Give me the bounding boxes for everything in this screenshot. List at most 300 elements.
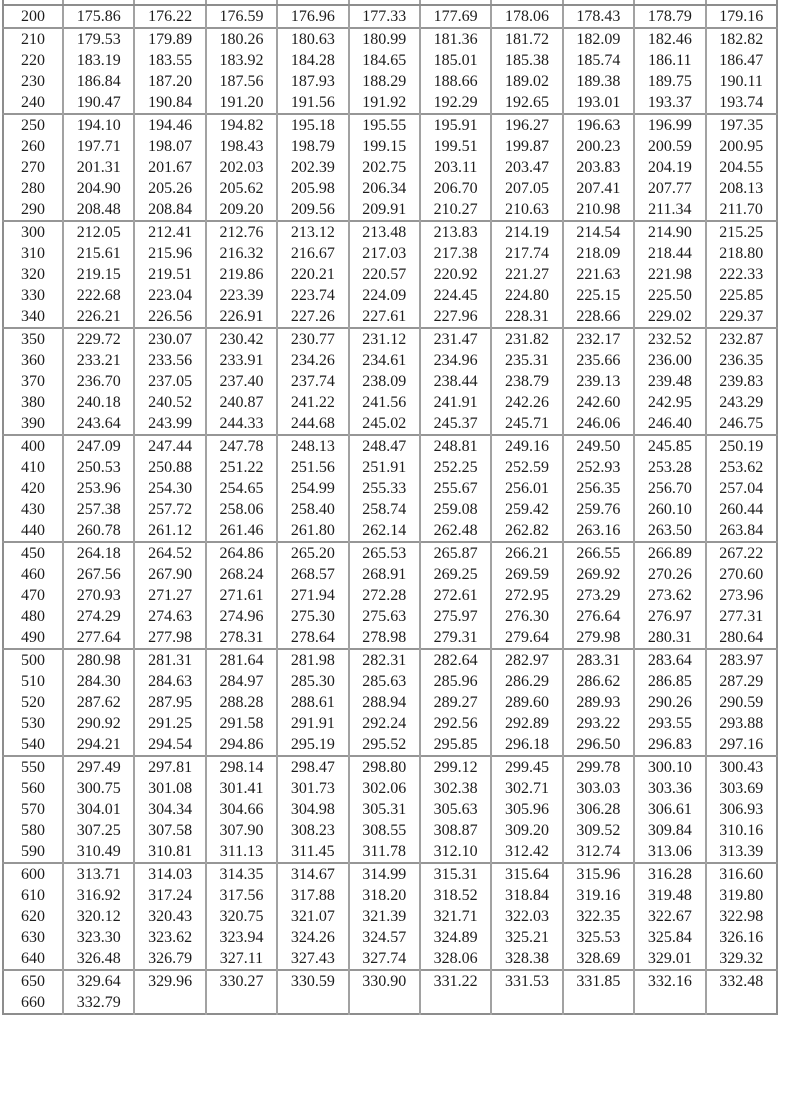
value-cell: 203.11 bbox=[420, 157, 491, 178]
temperature-cell: 660 bbox=[21, 993, 45, 1011]
value-cell: 282.64 bbox=[420, 649, 491, 671]
value-cell: 185.38 bbox=[491, 50, 562, 71]
value-cell: 272.95 bbox=[491, 585, 562, 606]
value-cell: 186.84 bbox=[63, 71, 134, 92]
value-cell bbox=[634, 992, 705, 1014]
value-cell: 181.72 bbox=[491, 28, 562, 50]
row-group bbox=[3, 649, 777, 756]
value-cell: 314.35 bbox=[206, 863, 277, 885]
value-cell: 238.79 bbox=[491, 371, 562, 392]
table-row bbox=[3, 585, 777, 606]
value-cell: 216.67 bbox=[277, 243, 348, 264]
value-cell: 318.20 bbox=[349, 885, 420, 906]
value-cell: 316.28 bbox=[634, 863, 705, 885]
value-cell: 198.79 bbox=[277, 136, 348, 157]
value-cell: 314.99 bbox=[349, 863, 420, 885]
temperature-cell: 630 bbox=[21, 928, 45, 946]
value-cell: 264.18 bbox=[63, 542, 134, 564]
value-cell: 195.18 bbox=[277, 114, 348, 136]
value-cell: 223.04 bbox=[134, 285, 205, 306]
value-cell: 297.16 bbox=[706, 734, 777, 756]
value-cell: 304.34 bbox=[134, 799, 205, 820]
value-cell: 224.45 bbox=[420, 285, 491, 306]
value-cell: 274.63 bbox=[134, 606, 205, 627]
value-cell: 188.29 bbox=[349, 71, 420, 92]
value-cell: 262.14 bbox=[349, 520, 420, 542]
value-cell: 212.05 bbox=[63, 221, 134, 243]
value-cell: 271.27 bbox=[134, 585, 205, 606]
value-cell: 239.13 bbox=[563, 371, 634, 392]
value-cell: 237.74 bbox=[277, 371, 348, 392]
value-cell: 252.25 bbox=[420, 457, 491, 478]
temperature-cell: 320 bbox=[21, 265, 45, 283]
value-cell: 261.80 bbox=[277, 520, 348, 542]
value-cell: 242.26 bbox=[491, 392, 562, 413]
value-cell: 217.38 bbox=[420, 243, 491, 264]
value-cell: 232.87 bbox=[706, 328, 777, 350]
value-cell: 206.34 bbox=[349, 178, 420, 199]
value-cell: 278.64 bbox=[277, 627, 348, 649]
row-group bbox=[3, 756, 777, 863]
value-cell: 313.06 bbox=[634, 841, 705, 863]
value-cell: 253.96 bbox=[63, 478, 134, 499]
value-cell: 220.92 bbox=[420, 264, 491, 285]
value-cell: 319.16 bbox=[563, 885, 634, 906]
value-cell: 193.74 bbox=[706, 92, 777, 114]
value-cell: 282.31 bbox=[349, 649, 420, 671]
value-cell: 187.20 bbox=[134, 71, 205, 92]
value-cell: 276.30 bbox=[491, 606, 562, 627]
value-cell: 199.15 bbox=[349, 136, 420, 157]
value-cell: 209.20 bbox=[206, 199, 277, 221]
value-cell: 290.59 bbox=[706, 692, 777, 713]
value-cell: 229.02 bbox=[634, 306, 705, 328]
value-cell: 202.75 bbox=[349, 157, 420, 178]
value-cell: 218.09 bbox=[563, 243, 634, 264]
value-cell bbox=[206, 992, 277, 1014]
value-cell: 214.90 bbox=[634, 221, 705, 243]
value-cell bbox=[277, 992, 348, 1014]
value-cell: 191.56 bbox=[277, 92, 348, 114]
value-cell: 264.86 bbox=[206, 542, 277, 564]
value-cell: 298.47 bbox=[277, 756, 348, 778]
temperature-cell: 220 bbox=[21, 51, 45, 69]
value-cell bbox=[706, 992, 777, 1014]
value-cell: 327.74 bbox=[349, 948, 420, 970]
value-cell: 251.91 bbox=[349, 457, 420, 478]
value-cell: 247.44 bbox=[134, 435, 205, 457]
temperature-cell: 530 bbox=[21, 714, 45, 732]
value-cell: 307.58 bbox=[134, 820, 205, 841]
value-cell: 237.40 bbox=[206, 371, 277, 392]
value-cell: 286.29 bbox=[491, 671, 562, 692]
value-cell: 292.56 bbox=[420, 713, 491, 734]
value-cell: 273.62 bbox=[634, 585, 705, 606]
table-row bbox=[3, 306, 777, 328]
value-cell: 312.74 bbox=[563, 841, 634, 863]
value-cell: 292.89 bbox=[491, 713, 562, 734]
value-cell: 212.76 bbox=[206, 221, 277, 243]
temperature-cell: 600 bbox=[21, 865, 45, 883]
value-cell: 200.95 bbox=[706, 136, 777, 157]
value-cell: 180.63 bbox=[277, 28, 348, 50]
temperature-cell: 580 bbox=[21, 821, 45, 839]
value-cell: 185.01 bbox=[420, 50, 491, 71]
value-cell: 229.72 bbox=[63, 328, 134, 350]
value-cell: 321.71 bbox=[420, 906, 491, 927]
temperature-cell: 200 bbox=[21, 7, 45, 25]
temperature-cell: 520 bbox=[21, 693, 45, 711]
value-cell: 309.20 bbox=[491, 820, 562, 841]
value-cell: 271.94 bbox=[277, 585, 348, 606]
temperature-cell: 510 bbox=[21, 672, 45, 690]
value-cell: 285.63 bbox=[349, 671, 420, 692]
table-row bbox=[3, 713, 777, 734]
value-cell: 195.91 bbox=[420, 114, 491, 136]
table-row bbox=[3, 499, 777, 520]
value-cell: 268.91 bbox=[349, 564, 420, 585]
value-cell: 331.85 bbox=[563, 970, 634, 992]
temperature-cell: 330 bbox=[21, 286, 45, 304]
value-cell: 230.07 bbox=[134, 328, 205, 350]
value-cell: 248.47 bbox=[349, 435, 420, 457]
temperature-cell: 280 bbox=[21, 179, 45, 197]
value-cell: 232.52 bbox=[634, 328, 705, 350]
value-cell: 222.68 bbox=[63, 285, 134, 306]
value-cell: 289.60 bbox=[491, 692, 562, 713]
value-cell: 257.04 bbox=[706, 478, 777, 499]
value-cell: 317.88 bbox=[277, 885, 348, 906]
value-cell: 258.06 bbox=[206, 499, 277, 520]
temperature-cell: 290 bbox=[21, 200, 45, 218]
value-cell: 190.84 bbox=[134, 92, 205, 114]
value-cell: 331.22 bbox=[420, 970, 491, 992]
temperature-cell: 400 bbox=[21, 437, 45, 455]
value-cell: 229.37 bbox=[706, 306, 777, 328]
value-cell: 322.35 bbox=[563, 906, 634, 927]
value-cell: 302.38 bbox=[420, 778, 491, 799]
value-cell: 270.60 bbox=[706, 564, 777, 585]
value-cell: 185.74 bbox=[563, 50, 634, 71]
value-cell: 320.12 bbox=[63, 906, 134, 927]
value-cell: 308.55 bbox=[349, 820, 420, 841]
table-row bbox=[3, 392, 777, 413]
table-row bbox=[3, 841, 777, 863]
value-cell: 207.77 bbox=[634, 178, 705, 199]
value-cell: 311.45 bbox=[277, 841, 348, 863]
value-cell: 285.96 bbox=[420, 671, 491, 692]
value-cell: 273.29 bbox=[563, 585, 634, 606]
value-cell: 313.71 bbox=[63, 863, 134, 885]
value-cell: 212.41 bbox=[134, 221, 205, 243]
value-cell: 210.27 bbox=[420, 199, 491, 221]
value-cell: 326.79 bbox=[134, 948, 205, 970]
value-cell: 245.02 bbox=[349, 413, 420, 435]
value-cell: 254.99 bbox=[277, 478, 348, 499]
value-cell: 272.61 bbox=[420, 585, 491, 606]
value-cell: 234.26 bbox=[277, 350, 348, 371]
value-cell: 250.19 bbox=[706, 435, 777, 457]
value-cell: 204.90 bbox=[63, 178, 134, 199]
table-row bbox=[3, 799, 777, 820]
value-cell: 236.00 bbox=[634, 350, 705, 371]
value-cell: 308.23 bbox=[277, 820, 348, 841]
value-cell: 284.63 bbox=[134, 671, 205, 692]
temperature-cell: 350 bbox=[21, 330, 45, 348]
value-cell: 195.55 bbox=[349, 114, 420, 136]
value-cell: 233.56 bbox=[134, 350, 205, 371]
value-cell: 178.06 bbox=[491, 5, 562, 28]
value-cell: 287.95 bbox=[134, 692, 205, 713]
value-cell: 290.92 bbox=[63, 713, 134, 734]
value-cell: 295.19 bbox=[277, 734, 348, 756]
value-cell: 312.42 bbox=[491, 841, 562, 863]
value-cell: 266.89 bbox=[634, 542, 705, 564]
value-cell: 193.37 bbox=[634, 92, 705, 114]
value-cell: 329.32 bbox=[706, 948, 777, 970]
value-cell: 322.98 bbox=[706, 906, 777, 927]
row-group bbox=[3, 863, 777, 970]
value-cell: 324.26 bbox=[277, 927, 348, 948]
value-cell: 329.96 bbox=[134, 970, 205, 992]
value-cell: 236.35 bbox=[706, 350, 777, 371]
value-cell: 298.14 bbox=[206, 756, 277, 778]
temperature-cell: 240 bbox=[21, 93, 45, 111]
value-cell: 263.16 bbox=[563, 520, 634, 542]
table-row bbox=[3, 542, 777, 564]
value-cell: 283.64 bbox=[634, 649, 705, 671]
value-cell: 250.53 bbox=[63, 457, 134, 478]
value-cell: 215.96 bbox=[134, 243, 205, 264]
value-cell: 179.89 bbox=[134, 28, 205, 50]
value-cell: 189.75 bbox=[634, 71, 705, 92]
value-cell: 207.05 bbox=[491, 178, 562, 199]
value-cell: 208.84 bbox=[134, 199, 205, 221]
value-cell: 186.11 bbox=[634, 50, 705, 71]
value-cell: 254.30 bbox=[134, 478, 205, 499]
value-cell: 225.85 bbox=[706, 285, 777, 306]
value-cell: 258.74 bbox=[349, 499, 420, 520]
value-cell: 275.30 bbox=[277, 606, 348, 627]
value-cell: 231.82 bbox=[491, 328, 562, 350]
temperature-cell: 250 bbox=[21, 116, 45, 134]
value-cell: 330.59 bbox=[277, 970, 348, 992]
table-row bbox=[3, 863, 777, 885]
value-cell: 260.44 bbox=[706, 499, 777, 520]
value-cell: 274.29 bbox=[63, 606, 134, 627]
value-cell: 241.56 bbox=[349, 392, 420, 413]
value-cell: 313.39 bbox=[706, 841, 777, 863]
value-cell: 177.33 bbox=[349, 5, 420, 28]
value-cell: 178.79 bbox=[634, 5, 705, 28]
value-cell: 292.24 bbox=[349, 713, 420, 734]
value-cell: 196.27 bbox=[491, 114, 562, 136]
table-row bbox=[3, 649, 777, 671]
value-cell: 302.06 bbox=[349, 778, 420, 799]
value-cell: 186.47 bbox=[706, 50, 777, 71]
value-cell: 275.63 bbox=[349, 606, 420, 627]
row-group bbox=[3, 114, 777, 221]
table-row bbox=[3, 157, 777, 178]
value-cell: 194.46 bbox=[134, 114, 205, 136]
table-row bbox=[3, 671, 777, 692]
value-cell: 192.65 bbox=[491, 92, 562, 114]
value-cell: 326.48 bbox=[63, 948, 134, 970]
value-cell: 249.16 bbox=[491, 435, 562, 457]
value-cell: 179.16 bbox=[706, 5, 777, 28]
value-cell: 209.91 bbox=[349, 199, 420, 221]
value-cell: 213.83 bbox=[420, 221, 491, 243]
value-cell: 247.78 bbox=[206, 435, 277, 457]
table-row bbox=[3, 264, 777, 285]
value-cell: 288.94 bbox=[349, 692, 420, 713]
value-cell: 245.71 bbox=[491, 413, 562, 435]
value-cell: 225.50 bbox=[634, 285, 705, 306]
value-cell: 328.06 bbox=[420, 948, 491, 970]
value-cell: 279.31 bbox=[420, 627, 491, 649]
table-row bbox=[3, 199, 777, 221]
temperature-cell: 390 bbox=[21, 414, 45, 432]
value-cell: 233.21 bbox=[63, 350, 134, 371]
value-cell: 325.21 bbox=[491, 927, 562, 948]
value-cell: 264.52 bbox=[134, 542, 205, 564]
value-cell: 279.98 bbox=[563, 627, 634, 649]
value-cell: 266.21 bbox=[491, 542, 562, 564]
value-cell: 303.69 bbox=[706, 778, 777, 799]
value-cell: 286.85 bbox=[634, 671, 705, 692]
value-cell: 297.49 bbox=[63, 756, 134, 778]
value-cell: 306.93 bbox=[706, 799, 777, 820]
value-cell: 245.37 bbox=[420, 413, 491, 435]
row-group bbox=[3, 970, 777, 1014]
value-cell: 176.96 bbox=[277, 5, 348, 28]
value-cell: 208.48 bbox=[63, 199, 134, 221]
value-cell: 197.35 bbox=[706, 114, 777, 136]
table-row bbox=[3, 734, 777, 756]
value-cell: 223.39 bbox=[206, 285, 277, 306]
value-cell: 300.43 bbox=[706, 756, 777, 778]
value-cell: 189.38 bbox=[563, 71, 634, 92]
value-cell: 265.53 bbox=[349, 542, 420, 564]
value-cell: 179.53 bbox=[63, 28, 134, 50]
table-row bbox=[3, 413, 777, 435]
value-cell: 200.23 bbox=[563, 136, 634, 157]
value-cell: 295.85 bbox=[420, 734, 491, 756]
value-cell: 215.25 bbox=[706, 221, 777, 243]
value-cell: 238.44 bbox=[420, 371, 491, 392]
value-cell: 302.71 bbox=[491, 778, 562, 799]
value-cell: 201.67 bbox=[134, 157, 205, 178]
value-cell: 215.61 bbox=[63, 243, 134, 264]
temperature-cell: 570 bbox=[21, 800, 45, 818]
value-cell: 317.56 bbox=[206, 885, 277, 906]
value-cell: 252.59 bbox=[491, 457, 562, 478]
value-cell: 327.43 bbox=[277, 948, 348, 970]
value-cell: 221.63 bbox=[563, 264, 634, 285]
value-cell: 289.27 bbox=[420, 692, 491, 713]
temperature-cell: 550 bbox=[21, 758, 45, 776]
value-cell: 211.34 bbox=[634, 199, 705, 221]
value-cell: 196.99 bbox=[634, 114, 705, 136]
value-cell: 262.82 bbox=[491, 520, 562, 542]
value-cell: 226.56 bbox=[134, 306, 205, 328]
table-row bbox=[3, 136, 777, 157]
table-row bbox=[3, 564, 777, 585]
value-cell: 305.96 bbox=[491, 799, 562, 820]
temperature-cell: 560 bbox=[21, 779, 45, 797]
temperature-cell: 500 bbox=[21, 651, 45, 669]
value-cell: 296.50 bbox=[563, 734, 634, 756]
value-cell: 194.82 bbox=[206, 114, 277, 136]
value-cell: 224.09 bbox=[349, 285, 420, 306]
temperature-cell: 410 bbox=[21, 458, 45, 476]
value-cell: 324.57 bbox=[349, 927, 420, 948]
value-cell: 243.99 bbox=[134, 413, 205, 435]
table-row bbox=[3, 285, 777, 306]
value-cell: 190.11 bbox=[706, 71, 777, 92]
value-cell: 283.31 bbox=[563, 649, 634, 671]
value-cell: 176.59 bbox=[206, 5, 277, 28]
value-cell: 328.69 bbox=[563, 948, 634, 970]
value-cell: 323.94 bbox=[206, 927, 277, 948]
value-cell: 330.27 bbox=[206, 970, 277, 992]
value-cell: 238.09 bbox=[349, 371, 420, 392]
value-cell: 267.22 bbox=[706, 542, 777, 564]
value-cell: 262.48 bbox=[420, 520, 491, 542]
value-cell: 281.64 bbox=[206, 649, 277, 671]
value-cell: 269.92 bbox=[563, 564, 634, 585]
table-row bbox=[3, 885, 777, 906]
value-cell: 280.98 bbox=[63, 649, 134, 671]
value-cell: 301.08 bbox=[134, 778, 205, 799]
table-row bbox=[3, 5, 777, 28]
value-cell: 235.31 bbox=[491, 350, 562, 371]
value-cell: 227.61 bbox=[349, 306, 420, 328]
value-cell: 291.25 bbox=[134, 713, 205, 734]
value-cell: 241.22 bbox=[277, 392, 348, 413]
value-cell: 259.08 bbox=[420, 499, 491, 520]
value-cell: 208.13 bbox=[706, 178, 777, 199]
value-cell: 320.43 bbox=[134, 906, 205, 927]
temperature-cell: 210 bbox=[21, 30, 45, 48]
value-cell: 316.60 bbox=[706, 863, 777, 885]
value-cell: 328.38 bbox=[491, 948, 562, 970]
value-cell: 303.03 bbox=[563, 778, 634, 799]
value-cell: 329.01 bbox=[634, 948, 705, 970]
value-cell: 210.98 bbox=[563, 199, 634, 221]
value-cell: 329.64 bbox=[63, 970, 134, 992]
value-cell: 278.98 bbox=[349, 627, 420, 649]
value-cell: 299.45 bbox=[491, 756, 562, 778]
temperature-cell: 270 bbox=[21, 158, 45, 176]
value-cell: 324.89 bbox=[420, 927, 491, 948]
value-cell: 253.28 bbox=[634, 457, 705, 478]
value-cell bbox=[420, 992, 491, 1014]
temperature-cell: 360 bbox=[21, 351, 45, 369]
value-cell: 310.49 bbox=[63, 841, 134, 863]
value-cell: 268.24 bbox=[206, 564, 277, 585]
value-cell: 226.91 bbox=[206, 306, 277, 328]
value-cell: 187.93 bbox=[277, 71, 348, 92]
value-cell: 226.21 bbox=[63, 306, 134, 328]
value-cell: 307.90 bbox=[206, 820, 277, 841]
value-cell: 330.90 bbox=[349, 970, 420, 992]
temperature-cell: 260 bbox=[21, 137, 45, 155]
table-row bbox=[3, 906, 777, 927]
value-cell: 227.26 bbox=[277, 306, 348, 328]
value-cell: 311.13 bbox=[206, 841, 277, 863]
value-cell: 254.65 bbox=[206, 478, 277, 499]
